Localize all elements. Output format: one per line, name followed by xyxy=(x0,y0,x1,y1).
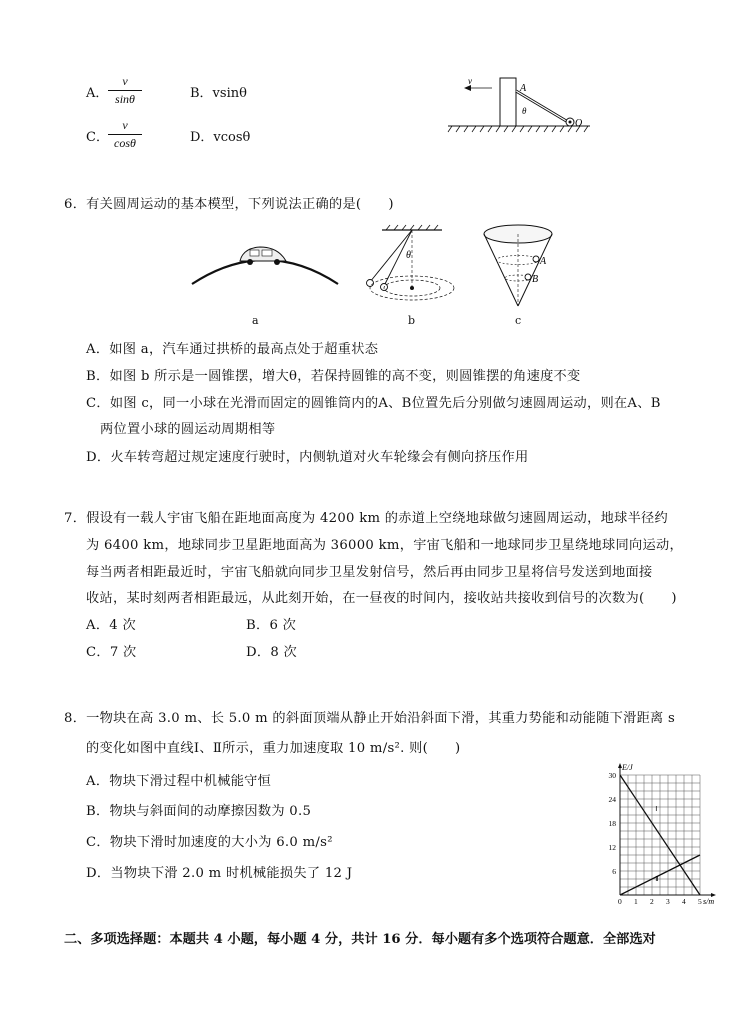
x-tick-label: 1 xyxy=(634,897,638,906)
y-tick-label: 18 xyxy=(608,819,616,828)
q6-figure-b-label: b xyxy=(408,314,416,327)
q7-option-d: D．8 次 xyxy=(246,645,298,660)
q6-fig-b-theta: θ xyxy=(406,250,411,261)
q6-fig-c-a: A xyxy=(540,256,547,267)
y-tick-label: 12 xyxy=(608,843,616,852)
q6-figure-b-conical-pendulum xyxy=(360,224,464,306)
y-tick-label: 30 xyxy=(608,771,616,780)
series-label-1: Ⅰ xyxy=(655,805,658,813)
q6-option-b: B．如图 b 所示是一圆锥摆，增大θ，若保持圆锥的高不变，则圆锥摆的角速度不变 xyxy=(86,369,581,384)
q6-figure-a-label: a xyxy=(252,314,259,327)
q7-stem-line4: 收站，某时刻两者相距最远，从此刻开始，在一昼夜的时间内，接收站共接收到信号的次数为( ) xyxy=(86,591,677,606)
q6-option-c-line1: C．如图 c，同一小球在光滑而固定的圆锥筒内的A、B位置先后分别做匀速圆周运动，则在A、B xyxy=(86,396,661,411)
q5-option-c-fraction xyxy=(108,118,142,151)
q8-stem-line1: 8．一物块在高 3.0 m、长 5.0 m 的斜面顶端从静止开始沿斜面下滑，其重力势能和动能随下滑距离 s xyxy=(64,711,676,726)
q6-stem: 6．有关圆周运动的基本模型，下列说法正确的是( ) xyxy=(64,197,394,212)
q8-option-a: A．物块下滑过程中机械能守恒 xyxy=(86,774,272,789)
q6-figure-c-label: c xyxy=(515,314,522,327)
q7-option-b: B．6 次 xyxy=(246,618,297,633)
q8-stem-line2: 的变化如图中直线Ⅰ、Ⅱ所示，重力加速度取 10 m/s². 则( ) xyxy=(86,741,461,756)
q8-option-d: D．当物块下滑 2.0 m 时机械能损失了 12 J xyxy=(86,866,353,881)
q5-fig-theta-label: θ xyxy=(522,106,527,116)
q8-option-c: C．物块下滑时加速度的大小为 6.0 m/s² xyxy=(86,835,333,850)
q5-option-a-numerator: v xyxy=(122,74,128,88)
section-2-heading: 二、多项选择题：本题共 4 小题，每小题 4 分，共计 16 分．每小题有多个选项符合题意．全部选对 xyxy=(64,932,656,947)
q7-stem-line1: 7．假设有一载人宇宙飞船在距地面高度为 4200 km 的赤道上空绕地球做匀速圆周运动，地球半径约 xyxy=(64,511,669,526)
q5-fig-o-label: O xyxy=(575,118,583,129)
q5-option-a-label: A． xyxy=(86,86,109,101)
q5-option-a-denominator: sinθ xyxy=(115,92,135,106)
chart-y-axis-label: E/J xyxy=(622,763,633,772)
series-label-2: Ⅱ xyxy=(655,875,659,883)
q8-energy-chart xyxy=(600,758,725,908)
q6-figure-a-arch-bridge xyxy=(190,232,340,292)
y-tick-label: 6 xyxy=(612,867,616,876)
block-shape xyxy=(500,78,516,126)
q5-fig-a-label: A xyxy=(520,83,527,94)
fraction-bar xyxy=(108,134,142,135)
q5-option-b: B．vsinθ xyxy=(190,86,247,101)
x-tick-label: 0 xyxy=(618,897,622,906)
x-tick-label: 4 xyxy=(682,897,686,906)
q5-figure-block-rod xyxy=(444,72,594,134)
q6-figure-c-cone xyxy=(478,222,560,310)
q5-option-c-numerator: v xyxy=(122,118,128,132)
q6-option-d: D．火车转弯超过规定速度行驶时，内侧轨道对火车轮缘会有侧向挤压作用 xyxy=(86,450,529,465)
q7-stem-line3: 每当两者相距最近时，宇宙飞船就向同步卫星发射信号，然后再由同步卫星将信号发送到地面接 xyxy=(86,565,653,580)
q5-option-c-denominator: cosθ xyxy=(114,136,136,150)
chart-x-axis-label: s/m xyxy=(703,897,715,906)
q5-option-d: D．vcosθ xyxy=(190,130,251,145)
q5-option-a-fraction xyxy=(108,74,142,107)
q5-fig-v-label: v xyxy=(468,76,472,86)
x-tick-label: 2 xyxy=(650,897,654,906)
q8-option-b: B．物块与斜面间的动摩擦因数为 0.5 xyxy=(86,804,312,819)
fraction-bar xyxy=(108,90,142,91)
q7-option-a: A．4 次 xyxy=(86,618,136,633)
q6-option-a: A．如图 a，汽车通过拱桥的最高点处于超重状态 xyxy=(86,342,379,357)
y-tick-label: 24 xyxy=(608,795,616,804)
q7-option-c: C．7 次 xyxy=(86,645,137,660)
x-tick-label: 3 xyxy=(666,897,670,906)
q6-fig-c-b: B xyxy=(532,274,539,285)
q7-stem-line2: 为 6400 km，地球同步卫星距地面高为 36000 km，宇宙飞船和一地球同步卫星绕地球同向运动， xyxy=(86,538,683,553)
x-tick-label: 5 xyxy=(698,897,702,906)
q6-option-c-line2: 两位置小球的圆运动周期相等 xyxy=(100,422,276,437)
q5-option-c-label: C． xyxy=(86,130,109,145)
